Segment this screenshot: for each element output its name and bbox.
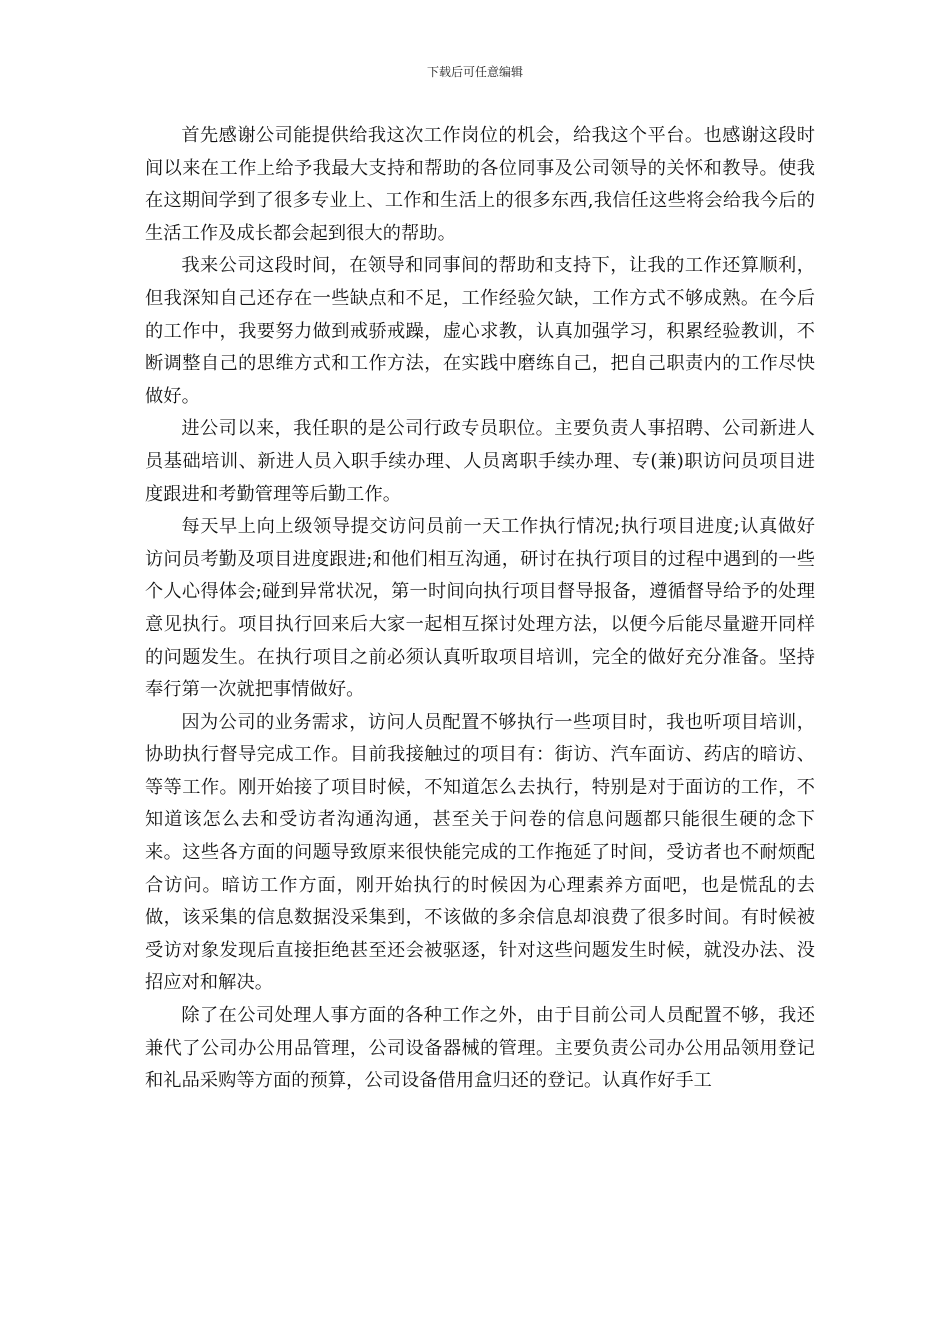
paragraph-6: 除了在公司处理人事方面的各种工作之外，由于目前公司人员配置不够，我还兼代了公司办公用品管理，公司设备器械的管理。主要负责公司办公用品领用登记和礼品采购等方面的预算，公司设备借用盒归还的登记。认真作好手工 xyxy=(145,1005,815,1092)
paragraph-5: 因为公司的业务需求，访问人员配置不够执行一些项目时，我也听项目培训，协助执行督导完成工作。目前我接触过的项目有：街访、汽车面访、药店的暗访、等等工作。刚开始接了项目时候，不知道怎么去执行，特别是对于面访的工作，不知道该怎么去和受访者沟通沟通，甚至关于问卷的信息问题都只能很生硬的念下来。这些各方面的问题导致原来很快能完成的工作拖延了时间，受访者也不耐烦配合访问。暗访工作方面，刚开始执行的时候因为心理素养方面吧，也是慌乱的去做，该采集的信息数据没采集到，不该做的多余信息却浪费了很多时间。有时候被受访对象发现后直接拒绝甚至还会被驱逐，针对这些问题发生时候，就没办法、没招应对和解决。 xyxy=(145,711,815,994)
document-body xyxy=(145,120,815,1098)
paragraph-2: 我来公司这段时间，在领导和同事间的帮助和支持下，让我的工作还算顺利，但我深知自己还存在一些缺点和不足，工作经验欠缺，工作方式不够成熟。在今后的工作中，我要努力做到戒骄戒躁，虚心求教，认真加强学习，积累经验教训，不断调整自己的思维方式和工作方法，在实践中磨练自己，把自己职责内的工作尽快做好。 xyxy=(145,255,815,407)
paragraph-1: 首先感谢公司能提供给我这次工作岗位的机会，给我这个平台。也感谢这段时间以来在工作上给予我最大支持和帮助的各位同事及公司领导的关怀和教导。使我在这期间学到了很多专业上、工作和生活上的很多东西,我信任这些将会给我今后的生活工作及成长都会起到很大的帮助。 xyxy=(145,125,815,244)
page-header: 下载后可任意编辑 xyxy=(426,65,523,79)
paragraph-3: 进公司以来，我任职的是公司行政专员职位。主要负责人事招聘、公司新进人员基础培训、新进人员入职手续办理、人员离职手续办理、专(兼)职访问员项目进度跟进和考勤管理等后勤工作。 xyxy=(145,418,815,505)
paragraph-4: 每天早上向上级领导提交访问员前一天工作执行情况;执行项目进度;认真做好访问员考勤及项目进度跟进;和他们相互沟通，研讨在执行项目的过程中遇到的一些个人心得体会;碰到异常状况，第一时间向执行项目督导报备，遵循督导给予的处理意见执行。项目执行回来后大家一起相互探讨处理方法，以便今后能尽量避开同样的问题发生。在执行项目之前必须认真听取项目培训，完全的做好充分准备。坚持奉行第一次就把事情做好。 xyxy=(145,516,815,701)
